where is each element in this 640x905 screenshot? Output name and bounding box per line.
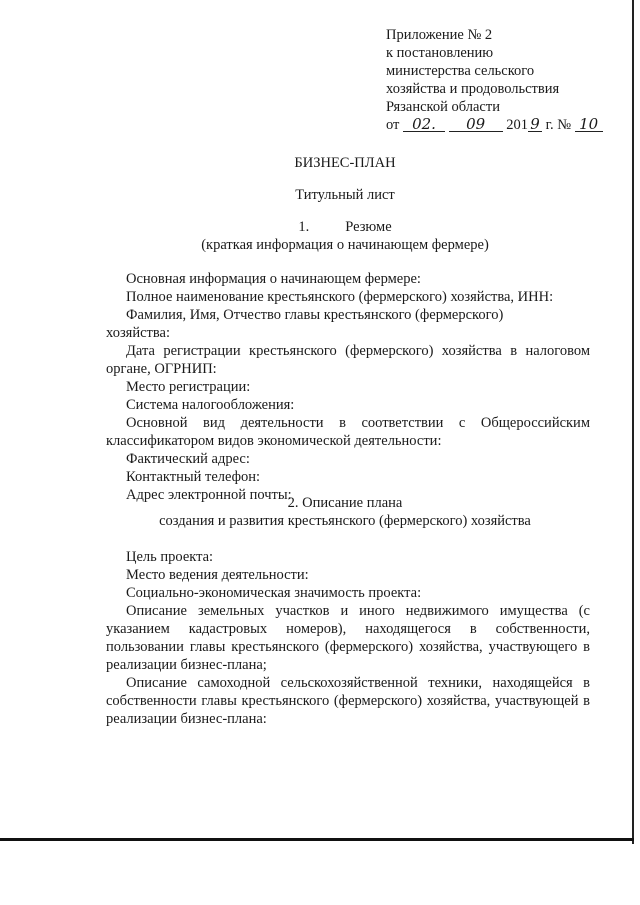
tax-system-label: Система налогообложения: — [126, 397, 295, 413]
page-right-edge — [632, 0, 634, 844]
number-label: № — [557, 117, 572, 133]
document-title: БИЗНЕС-ПЛАН — [294, 155, 396, 171]
document-subtitle: Титульный лист — [295, 187, 395, 203]
section2-subheading: создания и развития крестьянского (фермерского) хозяйства — [159, 513, 531, 529]
approval-line-region: Рязанской области — [386, 99, 500, 115]
fio-label-line2: хозяйства: — [106, 325, 170, 341]
reg-place-label: Место регистрации: — [126, 379, 251, 395]
reg-date-label-line2: органе, ОГРНИП: — [106, 361, 217, 377]
year-unit: г. — [545, 117, 554, 133]
place-label: Место ведения деятельности: — [126, 567, 309, 583]
approval-line-resolution: к постановлению — [386, 45, 494, 61]
section1-subtitle: (краткая информация о начинающем фермере) — [201, 237, 489, 253]
machinery-description: Описание самоходной сельскохозяйственной техники, находящейся в собственности главы крестьянского (фермерского) хозяйства, участвующей в реализации бизнес-плана: — [106, 675, 590, 727]
activity-label-line1: Основной вид деятельности в соответствии с Общероссийским — [126, 415, 590, 431]
basic-info-label: Основная информация о начинающем фермере: — [126, 271, 421, 287]
page-bottom-edge — [0, 838, 634, 841]
section1-number: 1. — [298, 219, 310, 235]
goal-label: Цель проекта: — [126, 549, 214, 565]
significance-label: Социально-экономическая значимость проекта: — [126, 585, 422, 601]
approval-date-line — [386, 116, 626, 134]
full-name-label: Полное наименование крестьянского (фермерского) хозяйства, ИНН: — [126, 289, 554, 305]
fio-label-line1: Фамилия, Имя, Отчество главы крестьянского (фермерского) — [126, 307, 504, 323]
address-label: Фактический адрес: — [126, 451, 250, 467]
approval-block — [386, 26, 626, 134]
handwritten-day: 02. — [403, 117, 445, 132]
approval-line-ministry: министерства сельского — [386, 63, 535, 79]
phone-label: Контактный телефон: — [126, 469, 261, 485]
land-description: Описание земельных участков и иного недвижимого имущества (с указанием кадастровых номеров), находящегося в собственности, пользовании главы крестьянского (фермерского) хозяйства, участвующего в реализации бизнес-плана; — [106, 603, 590, 673]
reg-date-label-line1: Дата регистрации крестьянского (фермерского) хозяйства в налоговом — [126, 343, 590, 359]
email-label: Адрес электронной почты: — [126, 487, 292, 503]
approval-line-agriculture: хозяйства и продовольствия — [386, 81, 560, 97]
section1-title: Резюме — [345, 219, 392, 235]
handwritten-number: 10 — [575, 117, 603, 132]
handwritten-year-digit: 9 — [528, 117, 542, 132]
from-label: от — [386, 117, 400, 133]
year-prefix: 201 — [506, 117, 529, 133]
section1-items — [106, 270, 590, 504]
section2-items — [106, 548, 590, 728]
section2-heading: 2. Описание плана — [287, 495, 403, 511]
approval-line-appendix: Приложение № 2 — [386, 27, 493, 43]
handwritten-month: 09 — [449, 117, 503, 132]
activity-label-line2: классификатором видов экономической деятельности: — [106, 433, 442, 449]
section1-heading — [100, 218, 590, 236]
